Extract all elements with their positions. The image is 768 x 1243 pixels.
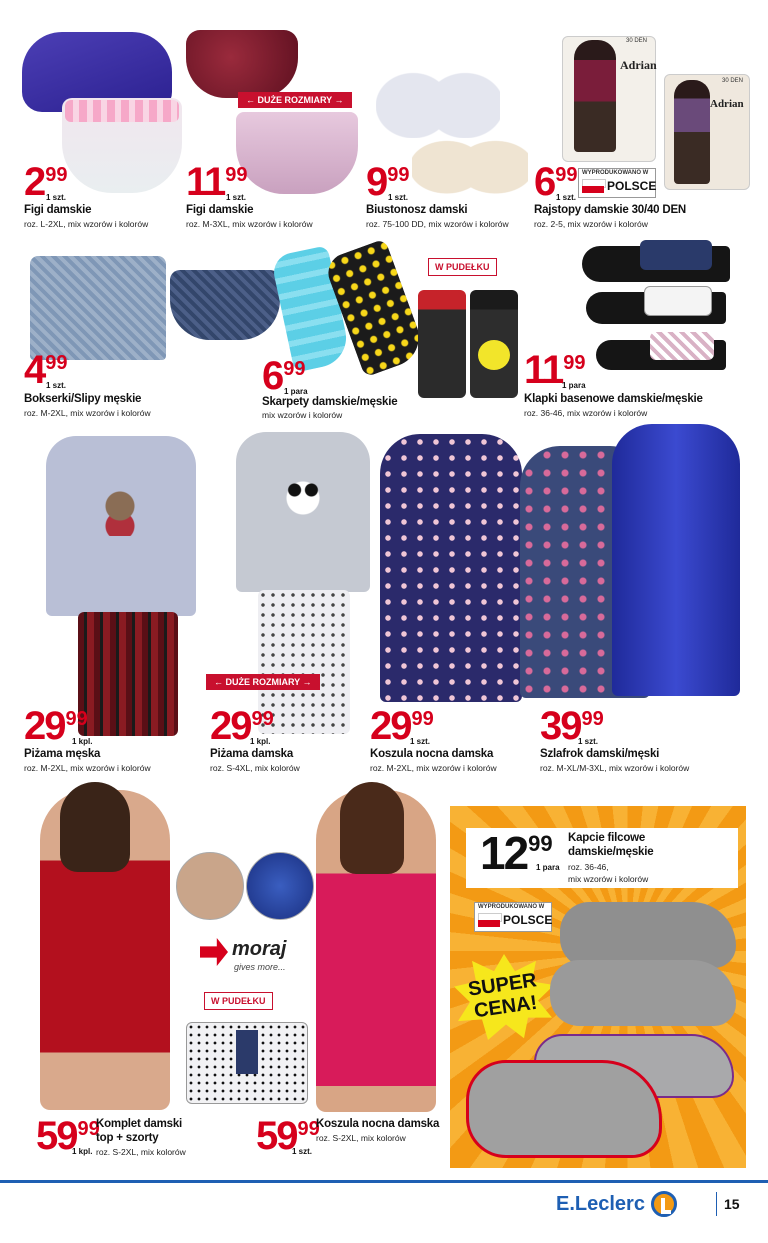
country-label: POLSCE bbox=[607, 179, 657, 193]
kapcie-desc-1: roz. 36-46, bbox=[568, 862, 609, 872]
price-unit: 1 kpl. bbox=[72, 737, 93, 746]
price-dec: 99 bbox=[581, 708, 604, 730]
product-desc-pizama-damska: roz. S-4XL, mix kolorów bbox=[210, 763, 300, 773]
price-int: 11 bbox=[186, 160, 225, 204]
product-name-figi: Figi damskie bbox=[24, 204, 92, 216]
model-pink-nightgown-hair bbox=[340, 782, 404, 874]
panda-print bbox=[282, 476, 324, 516]
price-dec: 99 bbox=[225, 164, 248, 186]
tights-model-2 bbox=[674, 80, 710, 184]
moraj-logo bbox=[200, 938, 310, 978]
price-int: 29 bbox=[24, 704, 65, 748]
teddy-bear-print bbox=[98, 486, 142, 536]
adrian-brand-2: Adrian bbox=[710, 98, 744, 110]
price-kapcie bbox=[480, 827, 560, 879]
flag-red bbox=[478, 920, 500, 927]
price-skarpety bbox=[262, 356, 306, 396]
leclerc-logo-icon bbox=[651, 1191, 677, 1217]
price-klapki bbox=[524, 350, 586, 390]
price-int: 6 bbox=[534, 160, 555, 204]
price-int: 12 bbox=[480, 827, 528, 879]
price-int: 2 bbox=[24, 160, 45, 204]
leclerc-logo-inner bbox=[661, 1198, 671, 1214]
super-cena-line-1: SUPER bbox=[466, 969, 539, 1001]
price-figi bbox=[24, 162, 68, 202]
price-figi-duze bbox=[186, 162, 248, 202]
price-dec: 99 bbox=[45, 164, 68, 186]
price-unit: 1 szt. bbox=[410, 737, 431, 746]
product-name-figi-duze: Figi damskie bbox=[186, 204, 254, 216]
product-name-koszula-nocna-2: Koszula nocna damska bbox=[316, 1118, 440, 1130]
product-name-bokserki: Bokserki/Slipy męskie bbox=[24, 393, 142, 405]
detail-straps-image bbox=[176, 852, 244, 920]
price-pizama-meska bbox=[24, 704, 93, 748]
mens-pajama-shorts-image bbox=[78, 612, 178, 736]
price-unit: 1 szt. bbox=[556, 193, 577, 202]
price-int: 11 bbox=[524, 348, 563, 392]
price-unit: 1 szt. bbox=[578, 737, 599, 746]
model-red-set-hair bbox=[60, 782, 130, 872]
slide-1-strap bbox=[640, 240, 712, 270]
product-desc-figi-duze: roz. M-3XL, mix wzorów i kolorów bbox=[186, 219, 313, 229]
product-desc-koszula-nocna: roz. M-2XL, mix wzorów i kolorów bbox=[370, 763, 497, 773]
price-dec: 99 bbox=[297, 1118, 320, 1140]
den-label-2: 30 DEN bbox=[722, 78, 744, 84]
product-name-klapki: Klapki basenowe damskie/męskie bbox=[524, 393, 703, 405]
price-unit: 1 szt. bbox=[46, 193, 67, 202]
large-sizes-badge bbox=[238, 92, 352, 108]
product-desc-komplet: roz. S-2XL, mix kolorów bbox=[96, 1147, 186, 1157]
super-cena-line-2: CENA! bbox=[472, 991, 539, 1023]
product-desc-bokserki: roz. M-2XL, mix wzorów i kolorów bbox=[24, 408, 151, 418]
price-komplet bbox=[36, 1116, 100, 1156]
den-label-1: 30 DEN bbox=[626, 38, 648, 44]
arrow-left-icon: ← bbox=[246, 95, 255, 105]
panties-pink-pattern bbox=[65, 100, 179, 122]
mens-robe-image bbox=[612, 424, 740, 696]
price-dec: 99 bbox=[528, 831, 553, 856]
lace-panties-pink-image bbox=[236, 112, 358, 194]
large-sizes-label: DUŻE ROZMIARY bbox=[225, 677, 301, 687]
moraj-logo-mark bbox=[200, 938, 228, 966]
kapcie-desc-2: mix wzorów i kolorów bbox=[568, 874, 649, 884]
product-desc-biustonosz: roz. 75-100 DD, mix wzorów i kolorów bbox=[366, 219, 509, 229]
price-dec: 99 bbox=[387, 164, 410, 186]
made-in-label: WYPRODUKOWANO W bbox=[582, 170, 649, 176]
price-dec: 99 bbox=[555, 164, 578, 186]
price-int: 9 bbox=[366, 160, 387, 204]
briefs-image bbox=[170, 270, 280, 340]
product-name-pizama-damska: Piżama damska bbox=[210, 748, 294, 760]
product-desc-figi: roz. L-2XL, mix wzorów i kolorów bbox=[24, 219, 149, 229]
product-desc-klapki: roz. 36-46, mix wzorów i kolorów bbox=[524, 408, 648, 418]
price-unit: 1 para bbox=[536, 863, 560, 872]
product-desc-pizama-meska: roz. M-2XL, mix wzorów i kolorów bbox=[24, 763, 151, 773]
adrian-brand-1: Adrian bbox=[620, 58, 657, 72]
price-int: 4 bbox=[24, 348, 45, 392]
slipper-4-image bbox=[466, 1060, 662, 1158]
price-pizama-damska bbox=[210, 706, 274, 746]
footer-logo bbox=[556, 1190, 677, 1218]
price-unit: 1 szt. bbox=[292, 1147, 313, 1156]
product-name-koszula-nocna: Koszula nocna damska bbox=[370, 748, 494, 760]
nightgown-image bbox=[380, 434, 522, 702]
arrow-right-icon: → bbox=[302, 677, 312, 687]
price-dec: 99 bbox=[45, 352, 68, 374]
price-unit: 1 szt. bbox=[388, 193, 409, 202]
price-koszula-nocna bbox=[370, 706, 434, 746]
footer-brand-text: E.Leclerc bbox=[556, 1192, 645, 1215]
sock-box-2-accent bbox=[478, 340, 510, 370]
made-in-poland-badge-1 bbox=[578, 168, 656, 198]
page-number: 15 bbox=[724, 1196, 740, 1212]
flag-red bbox=[582, 186, 604, 193]
price-koszula-nocna-2 bbox=[256, 1116, 320, 1156]
price-dec: 99 bbox=[563, 352, 586, 374]
slipper-1-image bbox=[560, 902, 736, 968]
price-bokserki bbox=[24, 350, 68, 390]
large-sizes-label: DUŻE ROZMIARY bbox=[257, 95, 333, 105]
promo-panel bbox=[450, 806, 746, 1168]
country-label: POLSCE bbox=[503, 913, 553, 927]
moraj-brand-text: moraj bbox=[232, 938, 287, 960]
moraj-slogan-text: gives more... bbox=[234, 962, 286, 972]
product-name-komplet-1: Komplet damski bbox=[96, 1118, 183, 1130]
made-in-label: WYPRODUKOWANO W bbox=[478, 904, 545, 910]
price-int: 39 bbox=[540, 704, 581, 748]
price-int: 59 bbox=[256, 1114, 297, 1158]
price-dec: 99 bbox=[411, 708, 434, 730]
price-int: 59 bbox=[36, 1114, 77, 1158]
arrow-left-icon: ← bbox=[214, 677, 223, 687]
product-desc-szlafrok: roz. M-XL/M-3XL, mix wzorów i kolorów bbox=[540, 763, 690, 773]
price-int: 6 bbox=[262, 354, 283, 398]
price-dec: 99 bbox=[283, 358, 306, 380]
product-desc-rajstopy: roz. 2-5, mix wzorów i kolorów bbox=[534, 219, 648, 229]
in-box-badge-set: W PUDEŁKU bbox=[204, 992, 273, 1010]
slipper-2-image bbox=[550, 960, 736, 1026]
large-sizes-badge-2 bbox=[206, 674, 320, 690]
detail-lace-image bbox=[246, 852, 314, 920]
price-dec: 99 bbox=[65, 708, 88, 730]
price-unit: 1 kpl. bbox=[72, 1147, 93, 1156]
product-name-biustonosz: Biustonosz damski bbox=[366, 204, 468, 216]
in-box-badge-socks: W PUDEŁKU bbox=[428, 258, 497, 276]
gift-box-label bbox=[236, 1030, 258, 1074]
price-unit: 1 szt. bbox=[46, 381, 67, 390]
price-dec: 99 bbox=[77, 1118, 100, 1140]
price-szlafrok bbox=[540, 706, 604, 746]
footer-divider bbox=[0, 1180, 768, 1183]
price-int: 29 bbox=[370, 704, 411, 748]
sock-box-1-image bbox=[418, 290, 466, 398]
kapcie-name-2: damskie/męskie bbox=[568, 846, 654, 858]
footer-separator bbox=[716, 1192, 717, 1216]
price-dec: 99 bbox=[251, 708, 274, 730]
boxer-briefs-image bbox=[30, 256, 166, 360]
made-in-poland-badge-2 bbox=[474, 902, 552, 932]
arrow-right-icon: → bbox=[334, 95, 344, 105]
price-unit: 1 para bbox=[284, 387, 308, 396]
bra-lace-image bbox=[412, 110, 528, 198]
lace-panties-red-image bbox=[186, 30, 298, 98]
price-biustonosz bbox=[366, 162, 410, 202]
price-unit: 1 szt. bbox=[226, 193, 247, 202]
product-name-komplet-2: top + szorty bbox=[96, 1132, 159, 1144]
slide-3-strap bbox=[650, 332, 714, 360]
price-int: 29 bbox=[210, 704, 251, 748]
product-name-pizama-meska: Piżama męska bbox=[24, 748, 101, 760]
product-name-skarpety: Skarpety damskie/męskie bbox=[262, 396, 398, 408]
product-desc-skarpety: mix wzorów i kolorów bbox=[262, 410, 343, 420]
kapcie-name-1: Kapcie filcowe bbox=[568, 832, 646, 844]
slide-2-strap bbox=[644, 286, 712, 316]
price-rajstopy bbox=[534, 162, 578, 202]
product-name-rajstopy: Rajstopy damskie 30/40 DEN bbox=[534, 204, 687, 216]
price-unit: 1 kpl. bbox=[250, 737, 271, 746]
product-desc-koszula-nocna-2: roz. S-2XL, mix kolorów bbox=[316, 1133, 406, 1143]
price-unit: 1 para bbox=[562, 381, 586, 390]
product-name-szlafrok: Szlafrok damski/męski bbox=[540, 748, 660, 760]
tights-model-1 bbox=[574, 40, 616, 152]
